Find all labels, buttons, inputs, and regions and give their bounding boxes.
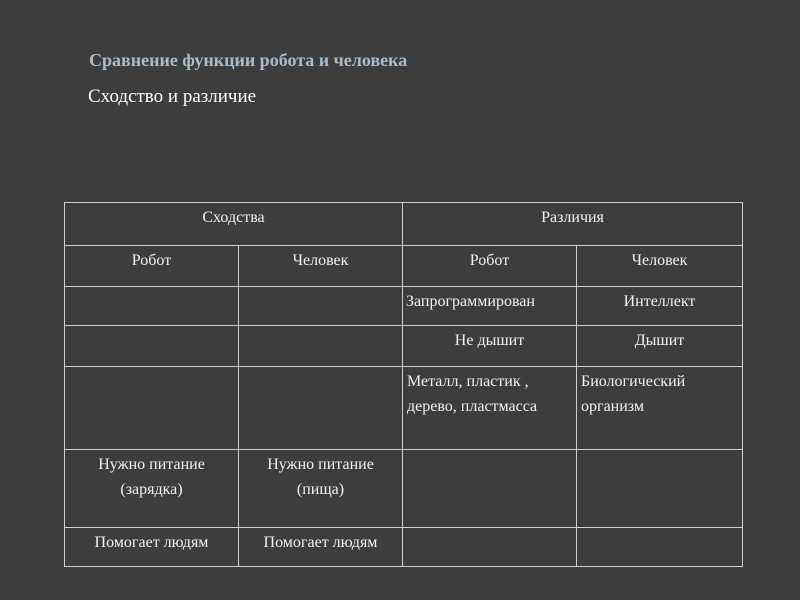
column-header-human: Человек: [577, 246, 743, 287]
table-cell: [577, 450, 743, 528]
table-cell: [403, 528, 577, 567]
table-cell: [65, 287, 239, 326]
table-cell: Запрограммирован: [403, 287, 577, 326]
comparison-table: [64, 202, 743, 567]
table-row: [65, 367, 743, 450]
slide-title: Сравнение функции робота и человека: [89, 50, 408, 70]
table-cell: Не дышит: [403, 326, 577, 367]
table-cell: [239, 326, 403, 367]
column-header-robot: Робот: [65, 246, 239, 287]
table-group-header-row: [65, 203, 743, 246]
table-cell: Помогает людям: [239, 528, 403, 567]
table-cell: Нужно питание (пища): [239, 450, 403, 528]
table-cell: [239, 287, 403, 326]
column-header-human: Человек: [239, 246, 403, 287]
table-row: [65, 287, 743, 326]
table-cell: Интеллект: [577, 287, 743, 326]
group-header-similarities: Сходства: [65, 203, 403, 246]
table-cell: Биологический организм: [577, 367, 743, 450]
table-column-header-row: [65, 246, 743, 287]
table-row: [65, 326, 743, 367]
group-header-differences: Различия: [403, 203, 743, 246]
table-cell: Нужно питание (зарядка): [65, 450, 239, 528]
table-cell: Помогает людям: [65, 528, 239, 567]
table-cell: [403, 450, 577, 528]
table-row: [65, 528, 743, 567]
table-cell: [239, 367, 403, 450]
slide-subtitle: Сходство и различие: [88, 86, 257, 107]
table-cell: [577, 528, 743, 567]
table-cell: Дышит: [577, 326, 743, 367]
table-cell: [65, 326, 239, 367]
table-cell: [65, 367, 239, 450]
table-row: [65, 450, 743, 528]
table-cell: Металл, пластик , дерево, пластмасса: [403, 367, 577, 450]
column-header-robot: Робот: [403, 246, 577, 287]
